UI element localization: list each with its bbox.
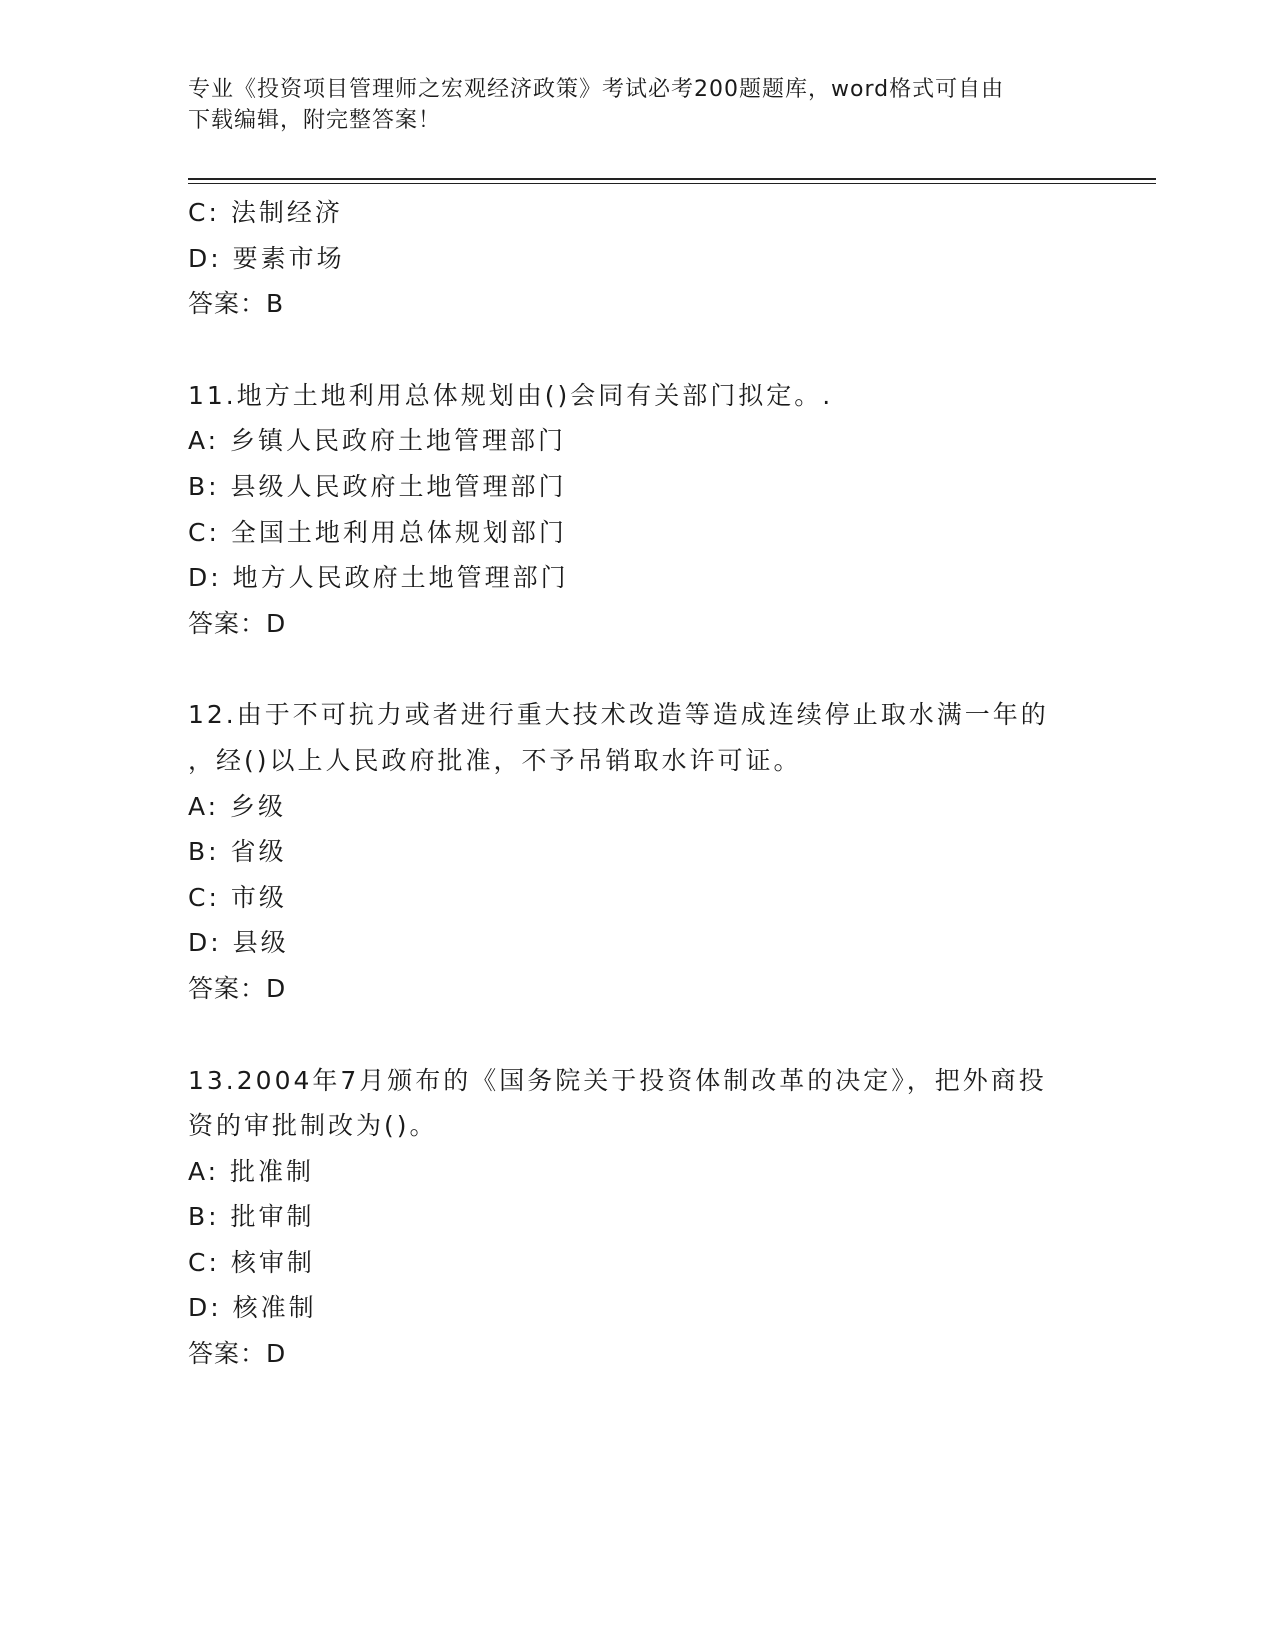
question-stem: 11.地方土地利用总体规划由()会同有关部门拟定。. xyxy=(188,380,834,410)
option-d: D: 核准制 xyxy=(188,1293,317,1323)
question-stem-line-1: 12.由于不可抗力或者进行重大技术改造等造成连续停止取水满一年的 xyxy=(188,700,1049,730)
header-line-1: 专业《投资项目管理师之宏观经济政策》考试必考200题题库，word格式可自由 xyxy=(188,77,1005,102)
question-13 xyxy=(188,1058,1088,1377)
question-stem-line-2: 资的审批制改为()。 xyxy=(188,1111,438,1141)
option-b: B: 批审制 xyxy=(188,1202,315,1232)
option-b: B: 省级 xyxy=(188,837,287,867)
question-11 xyxy=(188,373,1088,647)
answer-line: 答案：D xyxy=(188,1339,287,1369)
answer-line: 答案：D xyxy=(188,608,287,638)
answer-line: 答案：B xyxy=(188,289,285,319)
spacer xyxy=(188,327,1088,373)
option-c: C: 核审制 xyxy=(188,1247,315,1277)
option-a: A: 乡镇人民政府土地管理部门 xyxy=(188,426,567,456)
header-divider-thick xyxy=(188,178,1156,180)
question-10-tail xyxy=(188,190,1088,327)
header-line-2: 下载编辑，附完整答案！ xyxy=(188,108,442,133)
question-stem-line-1: 13.2004年7月颁布的《国务院关于投资体制改革的决定》，把外商投 xyxy=(188,1065,1047,1095)
header-divider-thin xyxy=(188,183,1156,184)
option-a: A: 乡级 xyxy=(188,791,287,821)
question-list xyxy=(188,190,1088,1377)
option-b: B: 县级人民政府土地管理部门 xyxy=(188,471,567,501)
spacer xyxy=(188,646,1088,692)
answer-line: 答案：D xyxy=(188,973,287,1003)
question-12 xyxy=(188,692,1088,1011)
page-header xyxy=(188,74,1088,136)
option-d: D: 县级 xyxy=(188,928,289,958)
option-d: D: 地方人民政府土地管理部门 xyxy=(188,563,569,593)
spacer xyxy=(188,1012,1088,1058)
question-stem-line-2: ，经()以上人民政府批准，不予吊销取水许可证。 xyxy=(188,745,802,775)
option-c: C: 全国土地利用总体规划部门 xyxy=(188,517,567,547)
option-a: A: 批准制 xyxy=(188,1156,315,1186)
option-c: C: 法制经济 xyxy=(188,198,343,227)
option-c: C: 市级 xyxy=(188,882,287,912)
option-d: D: 要素市场 xyxy=(188,243,345,273)
